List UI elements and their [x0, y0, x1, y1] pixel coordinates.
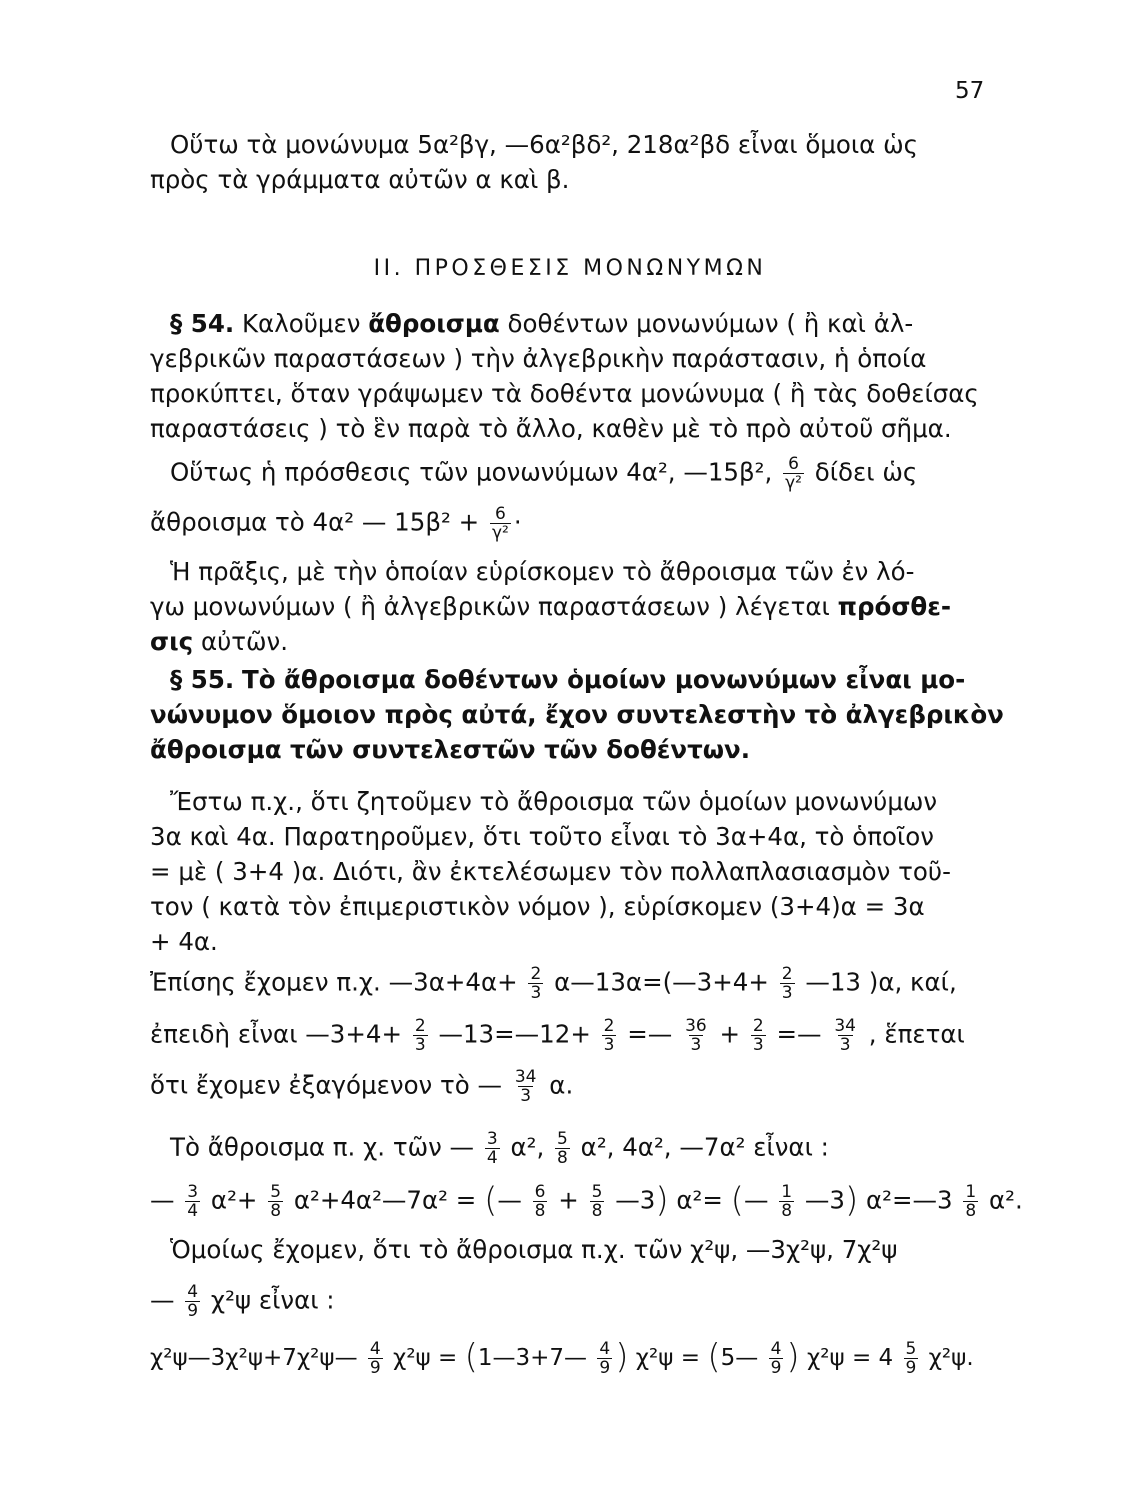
text: α—13α=(—3+4+ — [554, 967, 769, 997]
text: γω μονωνύμων ( ἢ ἀλγεβρικῶν παραστάσεων ) λέγεται — [150, 592, 830, 621]
denominator: 3 — [414, 1035, 426, 1055]
formula-line: ἄθροισμα τὸ 4α² — 15β² + $\frac{6}{\text{γ²}}$ · — [150, 504, 522, 543]
fraction — [832, 1017, 858, 1054]
page-number: 57 — [955, 78, 985, 104]
denominator: 8 — [965, 1201, 977, 1221]
text: — — [150, 1185, 175, 1215]
text: , ἕπεται — [868, 1019, 965, 1049]
numerator: 5 — [905, 1339, 917, 1359]
numerator: 2 — [781, 964, 793, 984]
fraction — [490, 505, 511, 542]
formula-line — [150, 1283, 990, 1320]
denominator: 8 — [781, 1201, 793, 1221]
text: Οὕτως ἡ πρόσθεσις τῶν μονωνύμων 4α², —15β², — [170, 457, 773, 487]
denominator: 8 — [534, 1201, 546, 1221]
paren: ( — [730, 1180, 744, 1221]
numerator: 5 — [270, 1182, 282, 1202]
text: ὅτι ἔχομεν ἐξαγόμενον τὸ — — [150, 1070, 503, 1100]
text: Καλοῦμεν — [241, 309, 361, 338]
text: =— — [627, 1019, 673, 1049]
denominator: 3 — [752, 1035, 764, 1055]
fraction — [597, 1340, 612, 1377]
denominator: 8 — [270, 1201, 282, 1221]
text: + — [719, 1019, 741, 1049]
text: α²=—3 — [866, 1185, 953, 1215]
text: α². — [989, 1185, 1023, 1215]
formula-line — [150, 965, 990, 1002]
text-line: πρὸς τὰ γράμματα αὐτῶν α καὶ β. — [150, 165, 570, 194]
denominator: 9 — [905, 1358, 917, 1378]
text-line: Οὕτω τὰ μονώνυμα 5α²βγ, —6α²βδ², 218α²βδ εἶναι ὅμοια ὡς — [170, 130, 919, 159]
numerator: 3 — [486, 1129, 498, 1149]
formula-line — [150, 1180, 1023, 1221]
fraction — [783, 455, 804, 492]
denominator: 3 — [839, 1035, 851, 1055]
formula-line — [150, 1017, 990, 1054]
text-line: γεβρικῶν παραστάσεων ) τὴν ἀλγεβρικὴν παράστασιν, ἡ ὁποία — [150, 344, 927, 373]
text: χ²ψ = — [635, 1345, 701, 1371]
paren: ( — [484, 1180, 498, 1221]
denominator: 8 — [557, 1148, 568, 1168]
text: α²= — [676, 1185, 723, 1215]
paren: ) — [655, 1180, 669, 1221]
defined-term: σις — [150, 627, 194, 656]
fraction — [590, 1183, 605, 1220]
text: — — [150, 1285, 175, 1315]
denominator: 4 — [187, 1201, 199, 1221]
denominator: 3 — [781, 983, 793, 1003]
numerator: 1 — [965, 1182, 977, 1202]
text: α. — [549, 1070, 574, 1100]
text: χ²ψ = 4 — [806, 1345, 894, 1371]
fraction — [779, 1183, 794, 1220]
numerator: 5 — [557, 1129, 568, 1149]
formula-line — [150, 1068, 990, 1105]
theorem-text: νώνυμον ὅμοιον πρὸς αὐτά, ἔχον συντελεστὴν τὸ ἀλγεβρικὸν — [150, 700, 1004, 729]
fraction — [413, 1017, 428, 1054]
text: α²+ — [210, 1185, 258, 1215]
text-line: 3α καὶ 4α. Παρατηροῦμεν, ὅτι τοῦτο εἶναι τὸ 3α+4α, τὸ ὁποῖον — [150, 822, 934, 851]
theorem-text: ἄθροισμα τῶν συντελεστῶν τῶν δοθέντων. — [150, 735, 751, 764]
text-line — [150, 625, 990, 658]
denominator: 3 — [530, 983, 542, 1003]
section-heading: II. ΠΡΟΣΘΕΣΙΣ ΜΟΝΩΝΥΜΩΝ — [373, 256, 767, 281]
text: —13=—12+ — [438, 1019, 591, 1049]
text: 1—3+7— — [477, 1345, 588, 1371]
fraction — [185, 1183, 200, 1220]
numerator: 34 — [514, 1067, 537, 1087]
fraction — [485, 1130, 500, 1167]
formula-line — [170, 1130, 1010, 1167]
text-line: Ἡ πρᾶξις, μὲ τὴν ὁποίαν εὑρίσκομεν τὸ ἄθροισμα τῶν ἐν λό- — [170, 557, 915, 586]
denominator: 8 — [591, 1201, 603, 1221]
text: — — [497, 1185, 522, 1215]
fraction — [185, 1283, 200, 1320]
denominator: γ² — [785, 473, 802, 493]
paren: ( — [464, 1337, 478, 1377]
text: αὐτῶν. — [200, 627, 289, 656]
paren: ) — [844, 1180, 859, 1221]
defined-term: ἄθροισμα — [368, 309, 500, 338]
numerator: 2 — [752, 1016, 764, 1036]
text-line: Ὁμοίως ἔχομεν, ὅτι τὸ ἄθροισμα π.χ. τῶν χ²ψ, —3χ²ψ, 7χ²ψ — [170, 1235, 898, 1264]
denominator: 9 — [187, 1301, 199, 1321]
theorem-line — [150, 698, 1004, 731]
denominator: 3 — [690, 1035, 702, 1055]
fraction — [268, 1183, 283, 1220]
text-line: + 4α. — [150, 927, 218, 956]
numerator: 2 — [414, 1016, 426, 1036]
text: χ²ψ εἶναι : — [210, 1285, 335, 1315]
numerator: 2 — [530, 964, 542, 984]
theorem-line — [150, 733, 990, 766]
paren: ( — [707, 1337, 721, 1377]
numerator: 4 — [369, 1339, 381, 1359]
denominator: 3 — [603, 1035, 615, 1055]
numerator: 36 — [685, 1016, 707, 1036]
text-line: προκύπτει, ὅταν γράψωμεν τὰ δοθέντα μονώνυμα ( ἢ τὰς δοθείσας — [150, 379, 979, 408]
section-mark: § 55. — [170, 665, 235, 694]
fraction — [904, 1340, 919, 1377]
text: δίδει ὡς — [814, 457, 918, 487]
fraction — [683, 1017, 709, 1054]
numerator: 4 — [599, 1339, 611, 1359]
paragraph-54-line — [170, 307, 1010, 340]
text: — — [743, 1185, 769, 1215]
denominator: 9 — [599, 1358, 611, 1378]
denominator: γ² — [491, 523, 509, 543]
numerator: 34 — [834, 1016, 856, 1036]
fraction — [513, 1068, 539, 1105]
numerator: 2 — [603, 1016, 615, 1036]
fraction — [780, 965, 795, 1002]
text-line: = μὲ ( 3+4 )α. Διότι, ἂν ἐκτελέσωμεν τὸν πολλαπλασιασμὸν τοῦ- — [150, 857, 951, 886]
numerator: 4 — [187, 1282, 199, 1302]
denominator: 9 — [369, 1358, 381, 1378]
text: χ²ψ—3χ²ψ+7χ²ψ— — [150, 1345, 358, 1371]
text-line: παραστάσεις ) τὸ ἓν παρὰ τὸ ἄλλο, καθὲν μὲ τὸ πρὸ αὐτοῦ σῆμα. — [150, 414, 952, 443]
text: χ²ψ = — [393, 1345, 458, 1371]
theorem-text: Τὸ ἄθροισμα δοθέντων ὁμοίων μονωνύμων εἶναι μο- — [241, 665, 966, 694]
fraction — [368, 1340, 383, 1377]
text: —13 )α, καί, — [805, 967, 957, 997]
numerator: 1 — [781, 1182, 793, 1202]
text: α²+4α²—7α² = — [293, 1185, 477, 1215]
paren: ) — [615, 1337, 629, 1377]
text-line: Ἔστω π.χ., ὅτι ζητοῦμεν τὸ ἄθροισμα τῶν ὁμοίων μονωνύμων — [170, 787, 938, 816]
text: + — [558, 1185, 579, 1215]
text: —3 — [615, 1185, 656, 1215]
fraction — [602, 1017, 617, 1054]
fraction — [528, 965, 543, 1002]
text: δοθέντων μονωνύμων ( ἢ καὶ ἀλ- — [507, 309, 914, 338]
text-line: τον ( κατὰ τὸν ἐπιμεριστικὸν νόμον ), εὑρίσκομεν (3+4)α = 3α — [150, 892, 925, 921]
fraction — [533, 1183, 548, 1220]
numerator: 6 — [788, 454, 799, 474]
denominator: 3 — [520, 1086, 532, 1106]
text: —3 — [804, 1185, 845, 1215]
text: α², 4α², —7α² εἶναι : — [580, 1132, 829, 1162]
text: χ²ψ. — [928, 1345, 974, 1371]
fraction — [769, 1340, 784, 1377]
fraction — [555, 1130, 570, 1167]
text: Ἐπίσης ἔχομεν π.χ. —3α+4α+ — [150, 967, 518, 997]
defined-term: πρόσθε- — [837, 592, 952, 621]
fraction — [751, 1017, 766, 1054]
numerator: 6 — [534, 1182, 546, 1202]
text: 5— — [720, 1345, 759, 1371]
paren: ) — [786, 1337, 800, 1377]
numerator: 4 — [770, 1339, 782, 1359]
numerator: 3 — [187, 1182, 199, 1202]
formula-line — [150, 1337, 990, 1378]
text: ἐπειδὴ εἶναι —3+4+ — [150, 1019, 403, 1049]
text: =— — [776, 1019, 822, 1049]
text: α², — [510, 1132, 545, 1162]
denominator: 9 — [770, 1358, 782, 1378]
denominator: 4 — [486, 1148, 498, 1168]
section-mark: § 54. — [170, 309, 235, 338]
numerator: 6 — [494, 504, 506, 524]
text: ἄθροισμα τὸ 4α² — 15β² + — [150, 507, 480, 537]
theorem-55-line — [170, 663, 1010, 696]
numerator: 5 — [591, 1182, 603, 1202]
text: Τὸ ἄθροισμα π. χ. τῶν — — [170, 1132, 475, 1162]
formula-line — [170, 455, 1010, 492]
text-line — [150, 590, 990, 623]
fraction — [963, 1183, 978, 1220]
